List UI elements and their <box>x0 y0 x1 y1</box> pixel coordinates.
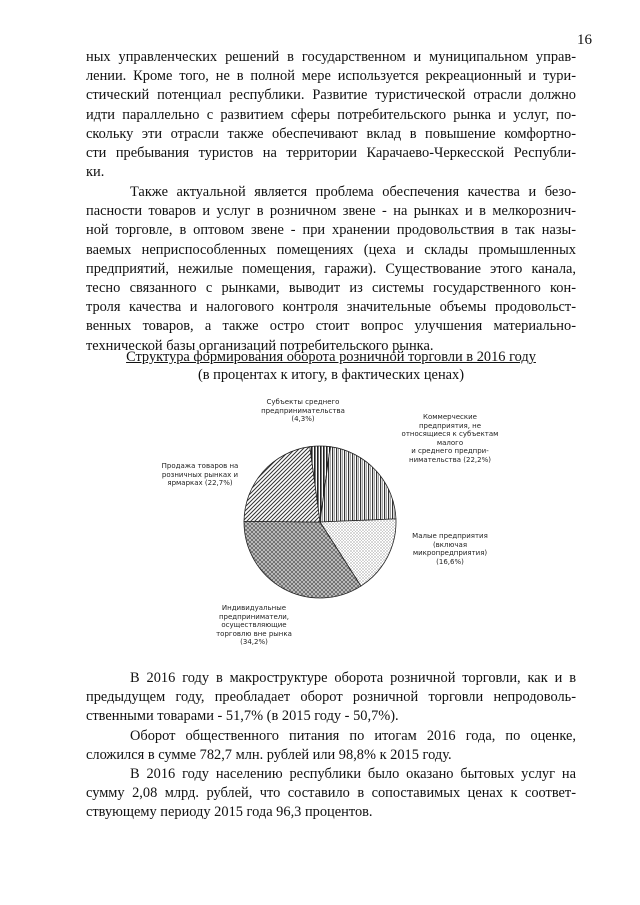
pie-slice-label-line: Индивидуальные <box>221 604 287 612</box>
text-line: троля качества и налогового контроля значительные объемы продовольст- <box>86 299 576 316</box>
text-line: сумму 2,08 млрд. рублей, что составило в сопоставимых ценах к соответ- <box>86 785 576 802</box>
text-line: технической базы организаций потребительского рынка. <box>86 337 434 354</box>
text-line: тесно связанного с рынками, выводит из системы государственного кон- <box>86 280 576 297</box>
pie-slice-label-line: предприятия, не <box>418 421 482 430</box>
text-line: идти параллельно с развитием сферы потребительского рынка и услуг, по- <box>86 106 576 123</box>
text-line: сти пребывания туристов на территории Карачаево-Черкесской Республи- <box>86 145 576 162</box>
paragraph-3 <box>86 669 576 727</box>
paragraph-1 <box>86 48 576 182</box>
text-line: ваемых неприспособленных помещениях (цеха и склады промышленных <box>86 241 576 258</box>
pie-slice-label-line: (4,3%) <box>291 415 315 423</box>
pie-slice-label-line: Малые предприятия <box>412 532 488 540</box>
pie-slice-label-line: (16,6%) <box>436 557 464 566</box>
pie-slice-label-line: микропредприятия) <box>412 549 488 557</box>
pie-slice-label-line: ярмарках (22,7%) <box>167 479 233 487</box>
paragraph-2 <box>86 183 576 356</box>
text-line: лении. Кроме того, не в полной мере используется рекреационный и тури- <box>86 68 576 85</box>
text-line: ствующему периоду 2015 года 96,3 процентов. <box>86 804 373 821</box>
pie-slice-label <box>152 462 248 488</box>
text-line: ки. <box>86 164 105 181</box>
chart-subtitle: (в процентах к итогу, в фактических ценах) <box>197 367 465 383</box>
text-line: стический потенциал республики. Развитие туристической отрасли должно <box>86 87 576 104</box>
pie-slice-label-line: (включая <box>432 540 468 549</box>
pie-slice-label-line: (34,2%) <box>240 638 268 646</box>
pie-slice-label-line: Коммерческие <box>423 413 477 421</box>
pie-slice-label <box>394 413 506 464</box>
pie-slice-label-line: предприниматели, <box>218 612 290 621</box>
page-number: 16 <box>577 32 592 48</box>
text-line: ных управленческих решений в государственном и муниципальном управ- <box>86 49 576 65</box>
chart-title: Структура формирования оборота розничной торговли в 2016 году <box>126 349 536 365</box>
paragraph-5 <box>86 765 576 823</box>
text-line: Также актуальной является проблема обеспечения качества и безо- <box>130 184 576 200</box>
pie-slice-label-line: торговлю вне рынка <box>216 629 292 638</box>
text-line: ственными товарами - 51,7% (в 2015 году - 50,7%). <box>86 708 399 725</box>
pie-slice <box>320 447 396 522</box>
text-line: пасности товаров и услуг в розничном звене - на рынках и в мелкорознич- <box>86 203 576 220</box>
text-line: Оборот общественного питания по итогам 2016 года, по оценке, <box>130 728 576 744</box>
text-line: В 2016 году населению республики было оказано бытовых услуг на <box>130 766 576 782</box>
pie-slice-label-line: малого <box>436 438 464 447</box>
pie-slice-label-line: Субъекты среднего <box>266 398 340 406</box>
pie-slice-label-line: относящиеся к субъектам <box>401 430 499 438</box>
text-line: сложился в сумме 782,7 млн. рублей или 98,8% к 2015 году. <box>86 747 452 764</box>
pie-slice-label-line: и среднего предпри- <box>411 447 489 455</box>
pie-slice-label-line: розничных рынках и <box>161 470 239 479</box>
text-line: предприятий, нежилые помещения, гаражи). Существование этого канала, <box>86 260 576 277</box>
pie-slice-label <box>204 604 304 647</box>
pie-slice-label-line: осуществляющие <box>221 621 287 629</box>
pie-slice-label <box>255 398 351 424</box>
chart-title-block <box>86 348 576 384</box>
text-line: скольку эти отрасли также обеспечивают вклад в повышение комфортно- <box>86 125 576 142</box>
pie-slice-label-line: предпринимательства <box>261 406 345 415</box>
text-line: В 2016 году в макроструктуре оборота розничной торговли, как и в <box>130 670 576 686</box>
pie-slice <box>244 447 320 522</box>
pie-slice-label-line: Продажа товаров на <box>161 462 239 470</box>
pie-slice-label-line: нимательства (22,2%) <box>409 455 491 464</box>
paragraph-4 <box>86 727 576 765</box>
text-line: венных товаров, а также остро стоит вопрос улучшения материально- <box>86 318 576 335</box>
pie-slice-label <box>404 532 496 566</box>
text-line: предыдущем году, преобладает оборот розничной торговли непродоволь- <box>86 689 576 706</box>
text-line: ной торговле, в оптовом звене - при хранении продовольствия в так назы- <box>86 222 576 239</box>
